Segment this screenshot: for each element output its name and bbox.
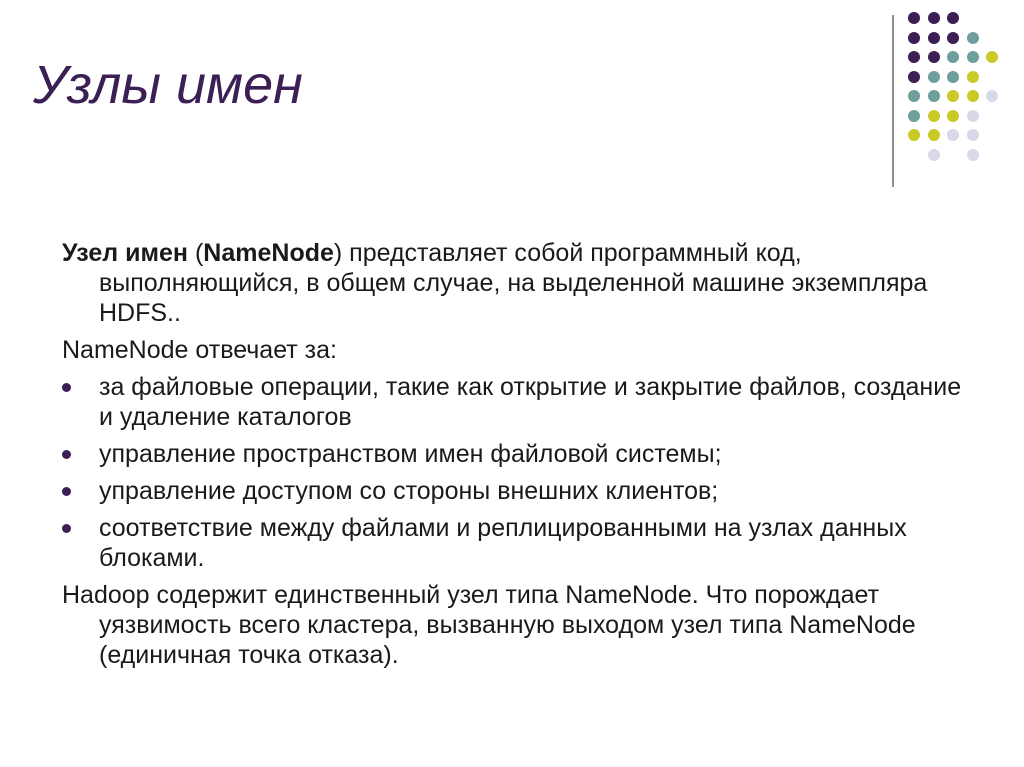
responsibilities-heading: NameNode отвечает за: xyxy=(62,336,337,364)
decorative-dot-icon xyxy=(967,129,979,141)
decorative-dot-icon xyxy=(947,51,959,63)
decorative-dot-icon xyxy=(908,110,920,122)
decorative-dot-icon xyxy=(947,90,959,102)
decorative-dot-icon xyxy=(967,110,979,122)
intro-text-rest: ) представляет собой программный код, выполняющийся, в общем случае, на выделенной машине экземпляра HDFS.. xyxy=(99,239,928,327)
bullet-dot-icon xyxy=(62,450,71,459)
decorative-dot-icon xyxy=(928,32,940,44)
intro-bold-term: Узел имен xyxy=(62,239,189,267)
intro-bold-namenode: NameNode xyxy=(203,239,334,267)
bullet-item xyxy=(62,476,982,506)
decorative-dot-icon xyxy=(947,71,959,83)
decorative-dot-icon xyxy=(928,149,940,161)
decorative-dot-icon xyxy=(986,90,998,102)
decorative-dot-icon xyxy=(947,129,959,141)
decorative-dot-icon xyxy=(928,129,940,141)
bullet-item xyxy=(62,513,982,573)
decorative-dot-grid xyxy=(908,12,1018,172)
intro-paragraph xyxy=(62,238,982,328)
decorative-dot-icon xyxy=(928,110,940,122)
decorative-dot-icon xyxy=(967,32,979,44)
decorative-dot-icon xyxy=(928,12,940,24)
decorative-dot-icon xyxy=(967,51,979,63)
decorative-dot-icon xyxy=(967,71,979,83)
decorative-dot-icon xyxy=(908,71,920,83)
bullet-text: соответствие между файлами и реплицированными на узлах данных блоками. xyxy=(99,514,907,572)
bullet-item xyxy=(62,372,982,432)
decorative-dot-icon xyxy=(928,90,940,102)
decorative-dot-icon xyxy=(928,71,940,83)
slide-body xyxy=(62,238,982,677)
bullet-dot-icon xyxy=(62,383,71,392)
bullet-dot-icon xyxy=(62,487,71,496)
decorative-dot-icon xyxy=(908,32,920,44)
decorative-divider xyxy=(892,15,894,187)
bullet-text: управление пространством имен файловой системы; xyxy=(99,440,722,468)
decorative-dot-icon xyxy=(947,110,959,122)
bullet-dot-icon xyxy=(62,524,71,533)
bullet-item xyxy=(62,439,982,469)
conclusion-paragraph: Hadoop содержит единственный узел типа NameNode. Что порождает уязвимость всего кластера, вызванную выходом узел типа NameNode (единичная точка отказа). xyxy=(62,581,916,669)
intro-text-open: ( xyxy=(188,239,204,267)
decorative-dot-icon xyxy=(986,51,998,63)
decorative-dot-icon xyxy=(928,51,940,63)
decorative-dot-icon xyxy=(967,90,979,102)
bullet-text: управление доступом со стороны внешних клиентов; xyxy=(99,477,719,505)
decorative-dot-icon xyxy=(908,129,920,141)
slide-title: Узлы имен xyxy=(33,55,303,115)
bullet-text: за файловые операции, такие как открытие и закрытие файлов, создание и удаление каталогов xyxy=(99,373,962,431)
decorative-dot-icon xyxy=(908,90,920,102)
decorative-dot-icon xyxy=(947,32,959,44)
decorative-dot-icon xyxy=(947,12,959,24)
decorative-dot-icon xyxy=(908,12,920,24)
decorative-dot-icon xyxy=(908,51,920,63)
decorative-dot-icon xyxy=(967,149,979,161)
